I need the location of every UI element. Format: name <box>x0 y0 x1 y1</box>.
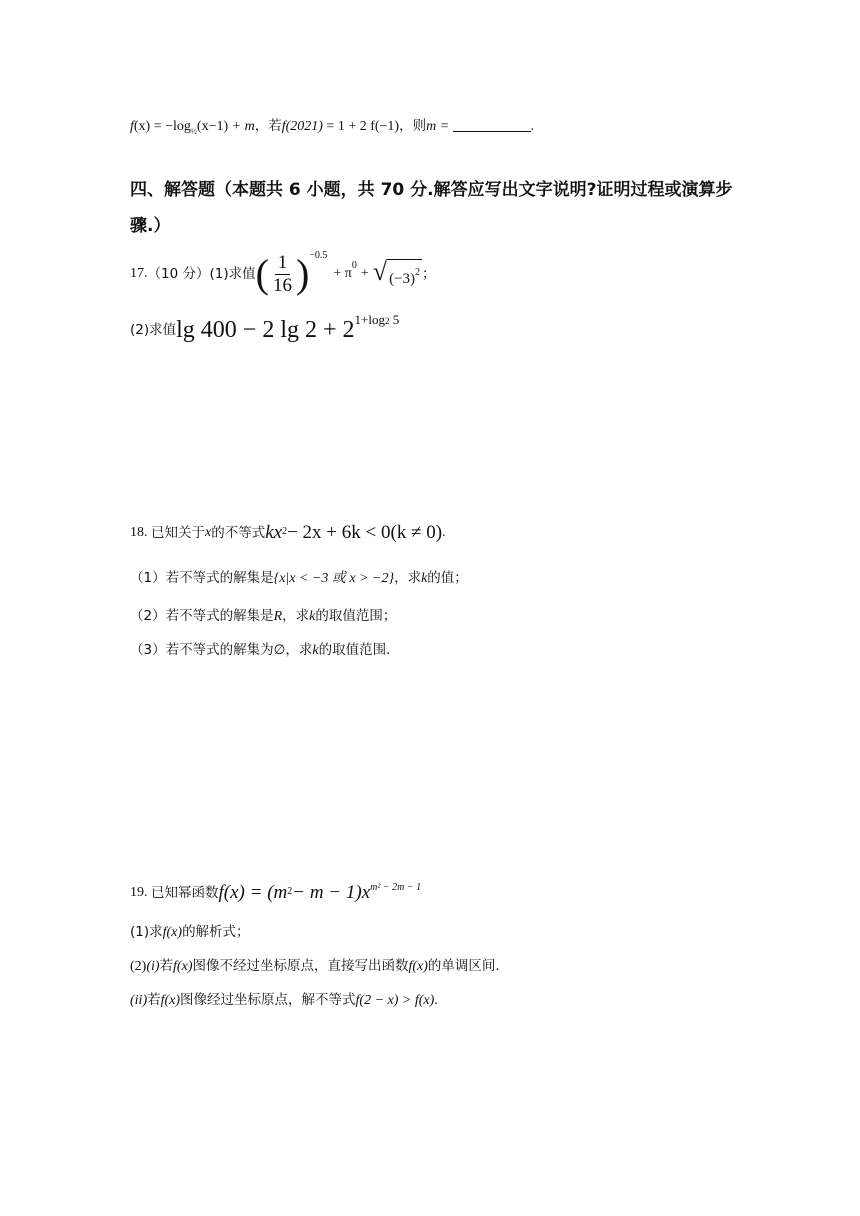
inequality-exponent: 2 <box>282 526 288 537</box>
exponent-tail: 5 <box>389 312 400 327</box>
item-tail: ，求 <box>282 608 310 624</box>
q19-stem <box>130 878 421 908</box>
var-k: k <box>309 609 316 624</box>
function-def: f(x) = (m <box>218 882 288 903</box>
item-label: （3）若不等式的解集为∅，求 <box>130 642 313 658</box>
period: . <box>434 993 438 1008</box>
stem-text: 已知关于 <box>151 525 205 541</box>
fraction <box>270 252 295 297</box>
item-text: 若 <box>159 958 174 974</box>
expression-exponent <box>355 310 400 331</box>
question-number: 17. <box>130 266 148 281</box>
q19-item1 <box>130 922 250 943</box>
item-label: (1)求 <box>130 924 163 940</box>
math-fx: f(x) <box>160 993 181 1008</box>
item-text-2: 图像不经过坐标原点，直接写出函数 <box>192 958 409 974</box>
item-text: 若 <box>147 992 161 1008</box>
item-tail: ，求 <box>394 570 422 586</box>
item-end: 的解析式； <box>182 924 250 940</box>
question-number: 19. <box>130 885 148 900</box>
inequality-condition: (k ≠ 0) <box>390 522 443 543</box>
pi-exponent: 0 <box>351 260 357 271</box>
plus: + <box>360 266 369 281</box>
square-root <box>372 256 422 290</box>
math-m-eq: m = <box>426 119 450 134</box>
fraction-numerator: 1 <box>275 252 291 275</box>
function-exponent-2: 2 <box>287 886 293 897</box>
inequality-rest: − 2x + 6k < 0 <box>287 522 391 543</box>
stem-text-2: 的不等式 <box>211 525 266 541</box>
item-text-2: 图像经过坐标原点，解不等式 <box>180 992 356 1008</box>
question-number: 18. <box>130 525 148 540</box>
function-mid: − m − 1)x <box>292 882 371 903</box>
radicand <box>387 259 422 290</box>
item-end: 的取值范围； <box>315 608 397 624</box>
sub-label-ii: (ii) <box>130 993 148 1008</box>
q18-item2 <box>130 606 396 627</box>
math-log-arg: (x−1) <box>196 119 229 134</box>
radicand-base: (−3) <box>389 270 416 287</box>
plus-pi: + π <box>333 266 352 281</box>
math-inequality: f(2 − x) > f(x) <box>355 993 435 1008</box>
item-end: 的值； <box>427 570 468 586</box>
exponent-text: 1+log <box>354 312 385 327</box>
fraction-denominator: 16 <box>272 274 292 296</box>
var-k: k <box>421 571 428 586</box>
q18-item3 <box>130 640 390 661</box>
var-x: x <box>205 525 212 540</box>
inequality-kx: kx <box>265 522 283 543</box>
radicand-exponent: 2 <box>415 266 421 278</box>
math-fx-2: f(x) <box>408 959 428 974</box>
q17-part2 <box>130 314 399 346</box>
exponent: −0.5 <box>309 250 328 261</box>
q19-item3 <box>130 990 438 1011</box>
sub-label-i: (i) <box>146 959 160 974</box>
math-f: f <box>130 119 134 134</box>
q19-item2 <box>130 956 500 977</box>
part-label: (2)求值 <box>130 322 177 338</box>
log-expression: lg 400 − 2 lg 2 + 2 <box>176 317 355 343</box>
log-subscript: 2 <box>384 316 390 326</box>
math-fx: f(x) <box>173 959 193 974</box>
math-f2021: f(2021) <box>281 119 323 134</box>
item-end: 的单调区间. <box>427 958 500 974</box>
semicolon: ； <box>422 266 436 282</box>
log-base: ½ <box>190 127 197 136</box>
item-label: （1）若不等式的解集是 <box>130 570 274 586</box>
stem-text: 已知幂函数 <box>151 885 219 901</box>
q16-continuation <box>130 116 534 142</box>
math-rhs: = 1 + 2 f(−1) <box>322 119 400 134</box>
q18-stem <box>130 520 446 546</box>
math-fx: f(x) <box>162 925 183 940</box>
set-R: R <box>273 609 283 624</box>
answer-blank[interactable] <box>453 117 531 132</box>
item-end: 的取值范围. <box>318 642 391 658</box>
item-label: （2）若不等式的解集是 <box>130 608 274 624</box>
part-label: (1)求值 <box>209 266 256 282</box>
q18-item1 <box>130 568 468 589</box>
item-label: (2) <box>130 959 147 974</box>
period: . <box>530 119 535 134</box>
section-heading: 四、解答题（本题共 6 小题，共 70 分.解答应写出文字说明?证明过程或演算步骤.） <box>130 180 733 236</box>
right-paren: ) <box>295 251 310 296</box>
text-comma-if: ，若 <box>254 118 282 134</box>
math-neg-log: = −log <box>150 119 191 134</box>
radical-icon: √ <box>372 256 388 286</box>
question-score: （10 分） <box>147 266 210 282</box>
left-paren: ( <box>255 251 269 296</box>
math-plus-m: + m <box>228 119 255 134</box>
period: . <box>442 525 446 540</box>
function-exponent: m² − 2m − 1 <box>370 882 422 893</box>
text-then: ，则 <box>399 118 427 134</box>
math-arg: (x) <box>133 119 151 134</box>
q17-part1 <box>130 252 436 296</box>
var-k: k <box>312 643 319 658</box>
solution-set: {x|x < −3 或 x > −2} <box>273 571 395 586</box>
